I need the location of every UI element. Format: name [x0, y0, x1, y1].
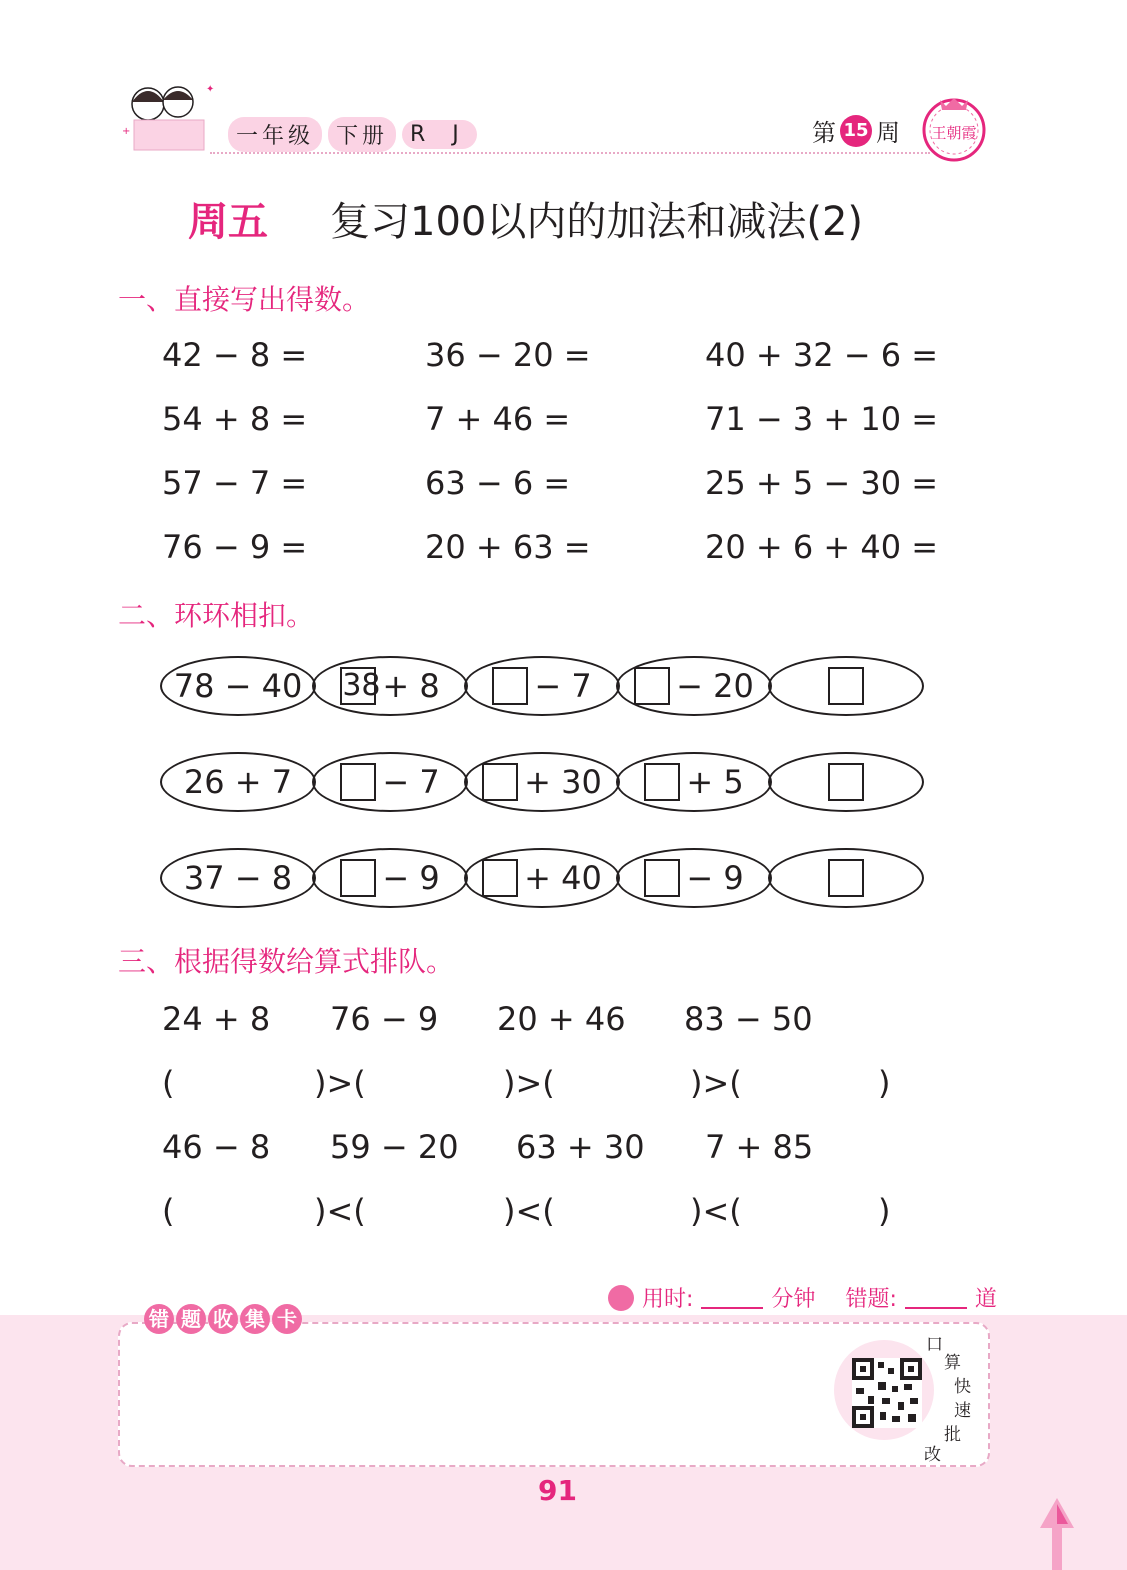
answer-box[interactable]: [644, 763, 680, 801]
svg-text:+: +: [122, 126, 131, 137]
title-main: 复习100以内的加法和减法(2): [330, 199, 864, 245]
answer-box[interactable]: [644, 859, 680, 897]
equation: 20 + 63 =: [425, 528, 591, 566]
answer-box[interactable]: [482, 763, 518, 801]
equation: 76 − 9 =: [162, 528, 308, 566]
chain-end: [768, 656, 924, 716]
chain-ring: [312, 656, 468, 716]
chain-op: − 7: [382, 763, 440, 801]
week-suffix: 周: [876, 119, 900, 147]
equation: 36 − 20 =: [425, 336, 591, 374]
equation: 20 + 6 + 40 =: [705, 528, 939, 566]
chain-op: + 40: [524, 859, 602, 897]
chain-ring: [616, 848, 772, 908]
order-paren: )>(: [690, 1064, 742, 1102]
header-divider: [210, 152, 930, 154]
order-paren: ): [878, 1064, 891, 1102]
card-title-char: 收: [208, 1304, 238, 1334]
expression: 83 − 50: [684, 1000, 813, 1038]
chain-start-expr: 26 + 7: [183, 763, 293, 801]
week-prefix: 第: [812, 119, 836, 147]
equation: 42 − 8 =: [162, 336, 308, 374]
qr-code-icon[interactable]: [852, 1358, 922, 1428]
chain-ring: [464, 656, 620, 716]
chain-ring: [616, 752, 772, 812]
author-seal-icon: [918, 92, 990, 164]
equation: 7 + 46 =: [425, 400, 571, 438]
edition-label: R J: [402, 120, 477, 149]
chain-start-expr: 78 − 40: [173, 667, 303, 705]
week-number-badge: 15: [840, 115, 872, 147]
order-paren: ): [878, 1192, 891, 1230]
section3-heading: 三、根据得数给算式排队。: [118, 945, 455, 978]
chain-ring: [312, 752, 468, 812]
answer-box[interactable]: [482, 859, 518, 897]
time-record: [608, 1282, 997, 1313]
errors-unit: 道: [974, 1287, 997, 1312]
qr-caption-char: 快: [954, 1377, 971, 1397]
answer-box[interactable]: [492, 667, 528, 705]
chain-ring: [464, 752, 620, 812]
order-paren: )>(: [503, 1064, 555, 1102]
ring-chain: [160, 656, 925, 720]
card-title-char: 错: [144, 1304, 174, 1334]
answer-box[interactable]: 38: [342, 668, 381, 703]
qr-caption-char: 批: [944, 1425, 961, 1445]
svg-text:✦: ✦: [206, 84, 215, 95]
card-title-char: 题: [176, 1304, 206, 1334]
chain-op: + 5: [686, 763, 744, 801]
expression: 24 + 8: [162, 1000, 271, 1038]
answer-box[interactable]: [828, 667, 864, 705]
chain-op: + 30: [524, 763, 602, 801]
equation: 57 − 7 =: [162, 464, 308, 502]
card-title: [144, 1304, 302, 1334]
chain-op: − 7: [534, 667, 592, 705]
chain-op: − 20: [676, 667, 754, 705]
order-paren: (: [162, 1064, 175, 1102]
expression: 20 + 46: [497, 1000, 626, 1038]
section2-heading: 二、环环相扣。: [118, 599, 315, 632]
answer-box[interactable]: [828, 859, 864, 897]
chain-ring: [616, 656, 772, 716]
answer-box[interactable]: [340, 763, 376, 801]
card-title-char: 卡: [272, 1304, 302, 1334]
section1-heading: 一、直接写出得数。: [118, 283, 371, 316]
chain-ring: [464, 848, 620, 908]
week-indicator: [812, 113, 900, 148]
order-paren: (: [162, 1192, 175, 1230]
equation: 25 + 5 − 30 =: [705, 464, 939, 502]
up-arrow-icon: [1040, 1498, 1074, 1570]
grade-bar: [228, 114, 477, 154]
order-paren: )<(: [314, 1192, 366, 1230]
volume-label: 下册: [328, 117, 396, 152]
equation: 54 + 8 =: [162, 400, 308, 438]
order-paren: )<(: [503, 1192, 555, 1230]
chain-end: [768, 752, 924, 812]
order-paren: )>(: [314, 1064, 366, 1102]
errors-label: 错题:: [845, 1287, 897, 1312]
time-unit: 分钟: [771, 1287, 816, 1312]
equation: 63 − 6 =: [425, 464, 571, 502]
order-paren: )<(: [690, 1192, 742, 1230]
chain-start-expr: 37 − 8: [183, 859, 293, 897]
page-number: 91: [538, 1474, 577, 1507]
equation: 71 − 3 + 10 =: [705, 400, 939, 438]
qr-caption-char: 口: [926, 1335, 943, 1355]
stopwatch-icon: [608, 1285, 634, 1311]
answer-box[interactable]: [340, 859, 376, 897]
seal-text: 王朝霞: [931, 124, 977, 142]
time-label: 用时:: [642, 1287, 694, 1312]
time-blank[interactable]: [701, 1287, 763, 1309]
title-day: 周五: [188, 199, 268, 245]
qr-caption-char: 算: [944, 1353, 961, 1373]
ring-chain: [160, 752, 925, 816]
answer-box[interactable]: [634, 667, 670, 705]
expression: 46 − 8: [162, 1128, 271, 1166]
chain-ring: [312, 848, 468, 908]
expression: 63 + 30: [516, 1128, 645, 1166]
card-title-char: 集: [240, 1304, 270, 1334]
expression: 7 + 85: [705, 1128, 814, 1166]
expression: 76 − 9: [330, 1000, 439, 1038]
errors-blank[interactable]: [905, 1287, 967, 1309]
qr-caption-char: 改: [924, 1445, 941, 1465]
answer-box[interactable]: [828, 763, 864, 801]
chain-op: + 8: [382, 667, 440, 705]
grade-label: 一年级: [228, 117, 322, 152]
chain-start: [160, 752, 316, 812]
chain-end: [768, 848, 924, 908]
expression: 59 − 20: [330, 1128, 459, 1166]
chain-start: [160, 848, 316, 908]
equation: 40 + 32 − 6 =: [705, 336, 939, 374]
qr-caption-char: 速: [954, 1401, 971, 1421]
kids-illustration: [118, 72, 218, 160]
ring-chain: [160, 848, 925, 912]
chain-op: − 9: [686, 859, 744, 897]
chain-start: [160, 656, 316, 716]
chain-op: − 9: [382, 859, 440, 897]
